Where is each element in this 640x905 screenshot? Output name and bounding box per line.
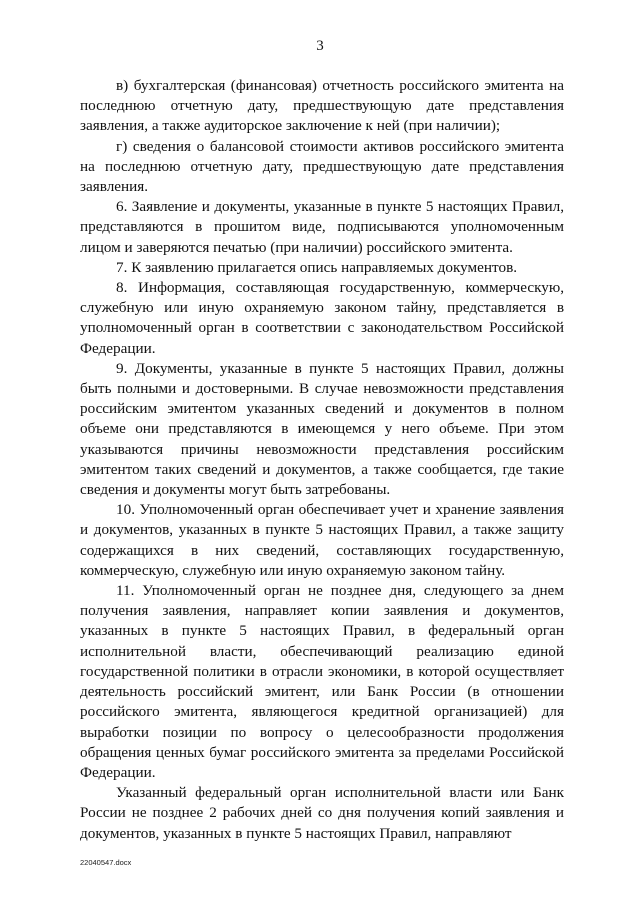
paragraph-point-10: 10. Уполномоченный орган обеспечивает учет и хранение заявления и документов, указанных в пункте 5 настоящих Правил, а также защиту содержащихся в них сведений, составляющих государственную, коммерческую, служебную или иную охраняемую законом тайну. <box>80 501 564 579</box>
paragraph-point-7: 7. К заявлению прилагается опись направляемых документов. <box>116 258 518 276</box>
paragraph-continuation: Указанный федеральный орган исполнительной власти или Банк России не позднее 2 рабочих дней со дня получения копий заявления и документов, указанных в пункте 5 настоящих Правил, направляют <box>80 784 564 842</box>
paragraph-point-11: 11. Уполномоченный орган не позднее дня, следующего за днем получения заявления, направляет копии заявления и документов, указанных в пункте 5 настоящих Правил, в федеральный орган исполнительной власти, обеспечивающий реализацию единой государственной политики в отрасли экономики, в которой осуществляет деятельность российский эмитент, или Банк России (в отношении российского эмитента, являющегося кредитной организацией) для выработки позиции по вопросу о целесообразности продолжения обращения ценных бумаг российского эмитента за пределами Российской Федерации. <box>80 582 564 781</box>
paragraph-point-8: 8. Информация, составляющая государственную, коммерческую, служебную или иную охраняемую законом тайну, представляется в уполномоченный орган в соответствии с законодательством Российской Федерации. <box>80 279 564 357</box>
paragraph-point-6: 6. Заявление и документы, указанные в пункте 5 настоящих Правил, представляются в прошитом виде, подписываются уполномоченным лицом и заверяются печатью (при наличии) российского эмитента. <box>80 198 564 256</box>
paragraph-point-9: 9. Документы, указанные в пункте 5 настоящих Правил, должны быть полными и достоверными. В случае невозможности представления российским эмитентом указанных сведений и документов в полном объеме они представляются в имеющемся у него объеме. При этом указываются причины невозможности представления российским эмитентом таких сведений и документов, а также сообщается, где такие сведения и документы могут быть затребованы. <box>80 359 564 499</box>
paragraph-item-v: в) бухгалтерская (финансовая) отчетность российского эмитента на последнюю отчетную дату, предшествующую дате представления заявления, а также аудиторское заключение к ней (при наличии); <box>80 77 564 135</box>
paragraph-item-g: г) сведения о балансовой стоимости активов российского эмитента на последнюю отчетную дату, предшествующую дате представления заявления. <box>80 137 564 196</box>
document-body <box>80 76 564 844</box>
page-number: 3 <box>316 38 324 54</box>
footer-filename: 22040547.docx <box>80 858 132 867</box>
